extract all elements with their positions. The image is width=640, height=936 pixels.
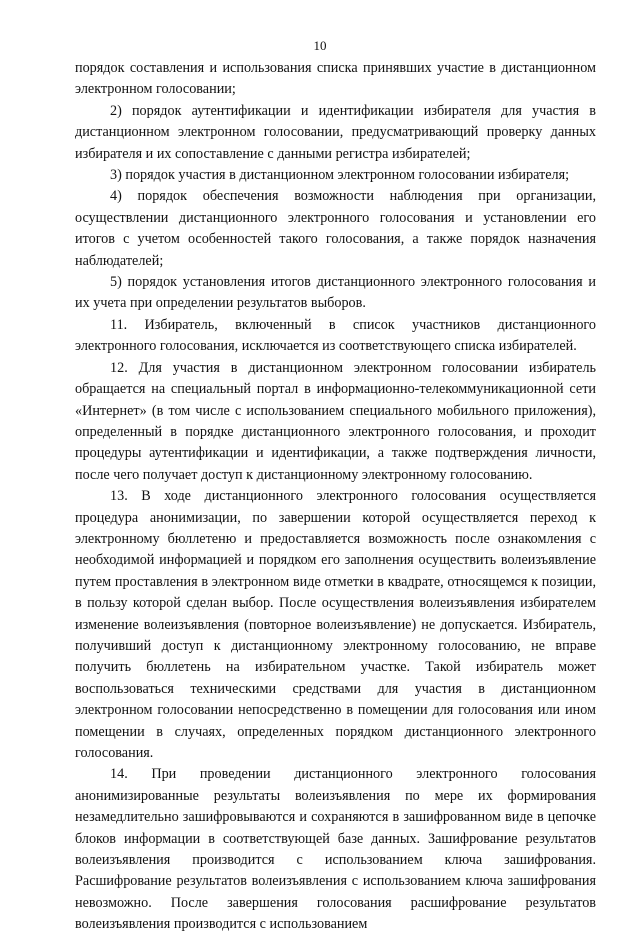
paragraph-clause-12: 12. Для участия в дистанционном электронном голосовании избиратель обращается на специальный портал в информационно-телекоммуникационной сети «Интернет» (в том числе с использованием специального мобильного приложения), определенный в порядке дистанционного электронного голосования, и проходит процедуры аутентификации и идентификации, а также подтверждения личности, после чего получает доступ к дистанционному электронному голосованию. bbox=[75, 359, 596, 483]
paragraph-clause-11: 11. Избиратель, включенный в список участников дистанционного электронного голосования, исключается из соответствующего списка избирателей. bbox=[75, 316, 596, 355]
paragraph-item-3: 3) порядок участия в дистанционном электронном голосовании избирателя; bbox=[110, 167, 570, 184]
paragraph-item-2: 2) порядок аутентификации и идентификации избирателя для участия в дистанционном электронном голосовании, предусматривающий проверку данных избирателя и их сопоставление с данными регистра избирателей; bbox=[75, 102, 596, 162]
paragraph-item-4: 4) порядок обеспечения возможности наблюдения при организации, осуществлении дистанционного электронного голосования и установлении его итогов с учетом особенностей такого голосования, а также порядок назначения наблюдателей; bbox=[75, 188, 596, 269]
paragraph-item-5: 5) порядок установления итогов дистанционного электронного голосования и их учета при определении результатов выборов. bbox=[75, 274, 596, 312]
paragraph-clause-14: 14. При проведении дистанционного электронного голосования анонимизированные результаты волеизъявления по мере их формирования незамедлительно зашифровываются и сохраняются в зашифрованном виде в цепочке блоков информации в соответствующей базе данных. Зашифрование результатов волеизъявления производится с использованием ключа зашифрования. Расшифрование результатов волеизъявления с использованием ключа зашифрования невозможно. После завершения голосования расшифрование результатов волеизъявления производится с использованием bbox=[75, 766, 596, 933]
document-body bbox=[75, 58, 596, 936]
paragraph-list-continuation: порядок составления и использования списка принявших участие в дистанционном электронном голосовании; bbox=[75, 60, 596, 98]
page-number: 10 bbox=[313, 38, 327, 53]
paragraph-clause-13: 13. В ходе дистанционного электронного голосования осуществляется процедура анонимизации, по завершении которой осуществляется переход к электронному бюллетеню и предоставляется возможность после ознакомления с необходимой информацией и порядком его заполнения осуществить волеизъявление путем проставления в электронном виде отметки в квадрате, относящемся к позиции, в пользу которой сделан выбор. После осуществления волеизъявления избирателем изменение волеизъявления (повторное волеизъявление) не допускается. Избиратель, получивший доступ к дистанционному электронному голосованию, не вправе получить бюллетень на избирательном участке. Такой избиратель может воспользоваться техническими средствами для участия в дистанционном электронном голосовании непосредственно в помещении для голосования или ином помещении в случаях, определенных порядком дистанционного электронного голосования. bbox=[75, 488, 596, 761]
